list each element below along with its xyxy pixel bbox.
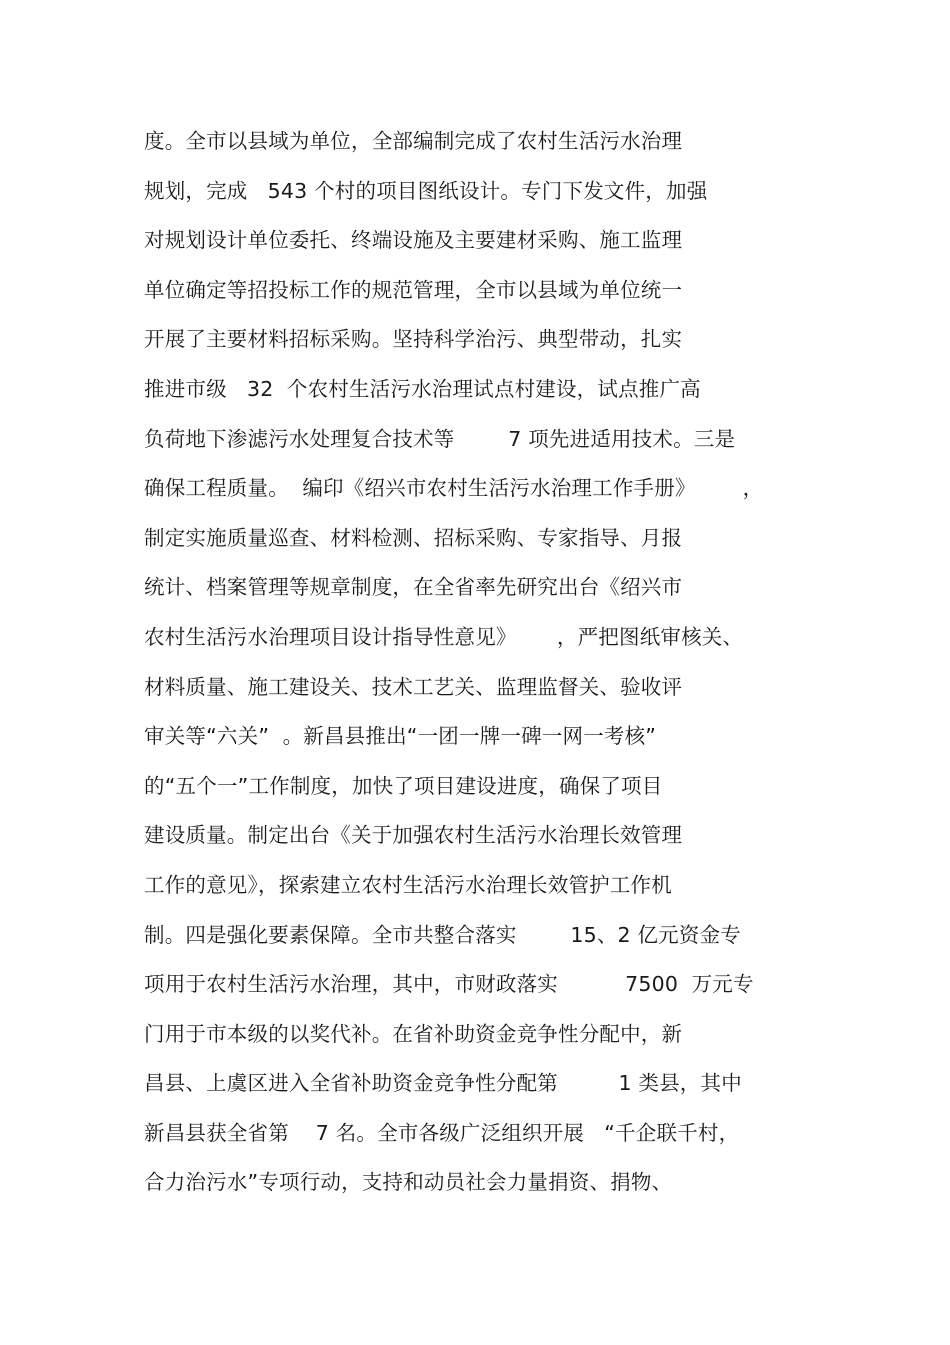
text-line: 单位确定等招投标工作的规范管理，全市以县域为单位统一 xyxy=(144,277,683,302)
text-line: 昌县、上虞区进入全省补助资金竞争性分配第 1 类县，其中 xyxy=(144,1071,742,1096)
text-line: 对规划设计单位委托、终端设施及主要建材采购、施工监理 xyxy=(144,228,683,253)
text-line: 统计、档案管理等规章制度，在全省率先研究出台《绍兴市 xyxy=(144,575,683,600)
text-line: 的“五个一”工作制度，加快了项目建设进度，确保了项目 xyxy=(144,773,663,798)
text-line: 审关等“六关” 。新昌县推出“一团一牌一碑一网一考核” xyxy=(144,724,657,749)
text-line: 开展了主要材料招标采购。坚持科学治污、典型带动，扎实 xyxy=(144,327,683,352)
text-line: 推进市级 32 个农村生活污水治理试点村建设，试点推广高 xyxy=(144,376,701,401)
text-line: 项用于农村生活污水治理，其中，市财政落实 7500 万元专 xyxy=(144,972,754,997)
text-line: 制定实施质量巡查、材料检测、招标采购、专家指导、月报 xyxy=(144,525,683,550)
text-line: 合力治污水”专项行动，支持和动员社会力量捐资、捐物、 xyxy=(144,1170,673,1195)
text-line: 确保工程质量。 编印《绍兴市农村生活污水治理工作手册》 ， xyxy=(144,476,764,501)
text-line: 工作的意见》，探索建立农村生活污水治理长效管护工作机 xyxy=(144,872,672,897)
text-line: 新昌县获全省第 7 名。全市各级广泛组织开展 “千企联千村， xyxy=(144,1120,740,1145)
text-line: 农村生活污水治理项目设计指导性意见》 ，严把图纸审核关、 xyxy=(144,624,744,649)
text-line: 材料质量、施工建设关、技术工艺关、监理监督关、验收评 xyxy=(144,674,683,699)
text-line: 度。全市以县域为单位，全部编制完成了农村生活污水治理 xyxy=(144,129,683,153)
text-line: 建设质量。制定出台《关于加强农村生活污水治理长效管理 xyxy=(144,823,683,848)
text-line: 负荷地下渗滤污水处理复合技术等 7 项先进适用技术。三是 xyxy=(144,426,736,451)
text-line: 制。四是强化要素保障。全市共整合落实 15、2 亿元资金专 xyxy=(144,922,741,947)
body-paragraph xyxy=(144,117,824,1208)
text-line: 门用于市本级的以奖代补。在省补助资金竞争性分配中，新 xyxy=(144,1021,683,1046)
text-line: 规划，完成 543 个村的项目图纸设计。专门下发文件，加强 xyxy=(144,178,708,203)
